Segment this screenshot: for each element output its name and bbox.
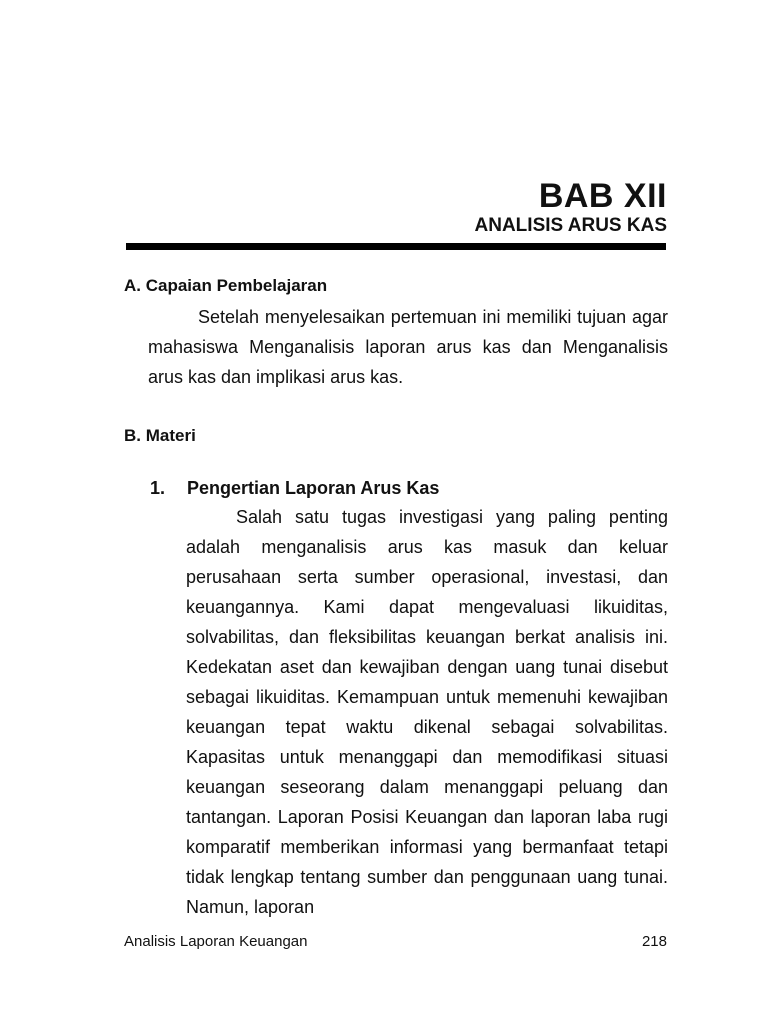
chapter-subtitle: ANALISIS ARUS KAS [474, 215, 667, 236]
subsection-title: Pengertian Laporan Arus Kas [187, 478, 440, 498]
title-divider [126, 243, 666, 250]
section-paragraph-capaian: Setelah menyelesaikan pertemuan ini memiliki tujuan agar mahasiswa Menganalisis laporan arus kas dan Menganalisis arus kas dan implikasi arus kas. [148, 307, 668, 387]
chapter-title: BAB XII [538, 177, 667, 215]
section-heading-materi: B. Materi [124, 426, 196, 445]
section-heading-capaian: A. Capaian Pembelajaran [124, 276, 328, 295]
subsection-number: 1. [150, 478, 166, 498]
subsection-heading [150, 476, 439, 500]
subsection-paragraph: Salah satu tugas investigasi yang paling penting adalah menganalisis arus kas masuk dan keluar perusahaan serta sumber operasional, investasi, dan keuangannya. Kami dapat mengevaluasi likuiditas, solvabilitas, dan fleksibilitas keuangan berkat analisis ini. Kedekatan aset dan kewajiban dengan uang tunai disebut sebagai likuiditas. Kemampuan untuk memenuhi kewajiban keuangan tepat waktu dikenal sebagai solvabilitas. Kapasitas untuk menanggapi dan memodifikasi situasi keuangan seseorang dalam menanggapi peluang dan tantangan. Laporan Posisi Keuangan dan laporan laba rugi komparatif memberikan informasi yang bermanfaat tetapi tidak lengkap tentang sumber dan penggunaan uang tunai. Namun, laporan [186, 507, 668, 917]
footer-page-number: 218 [641, 933, 667, 950]
footer-book-title: Analisis Laporan Keuangan [124, 933, 308, 950]
